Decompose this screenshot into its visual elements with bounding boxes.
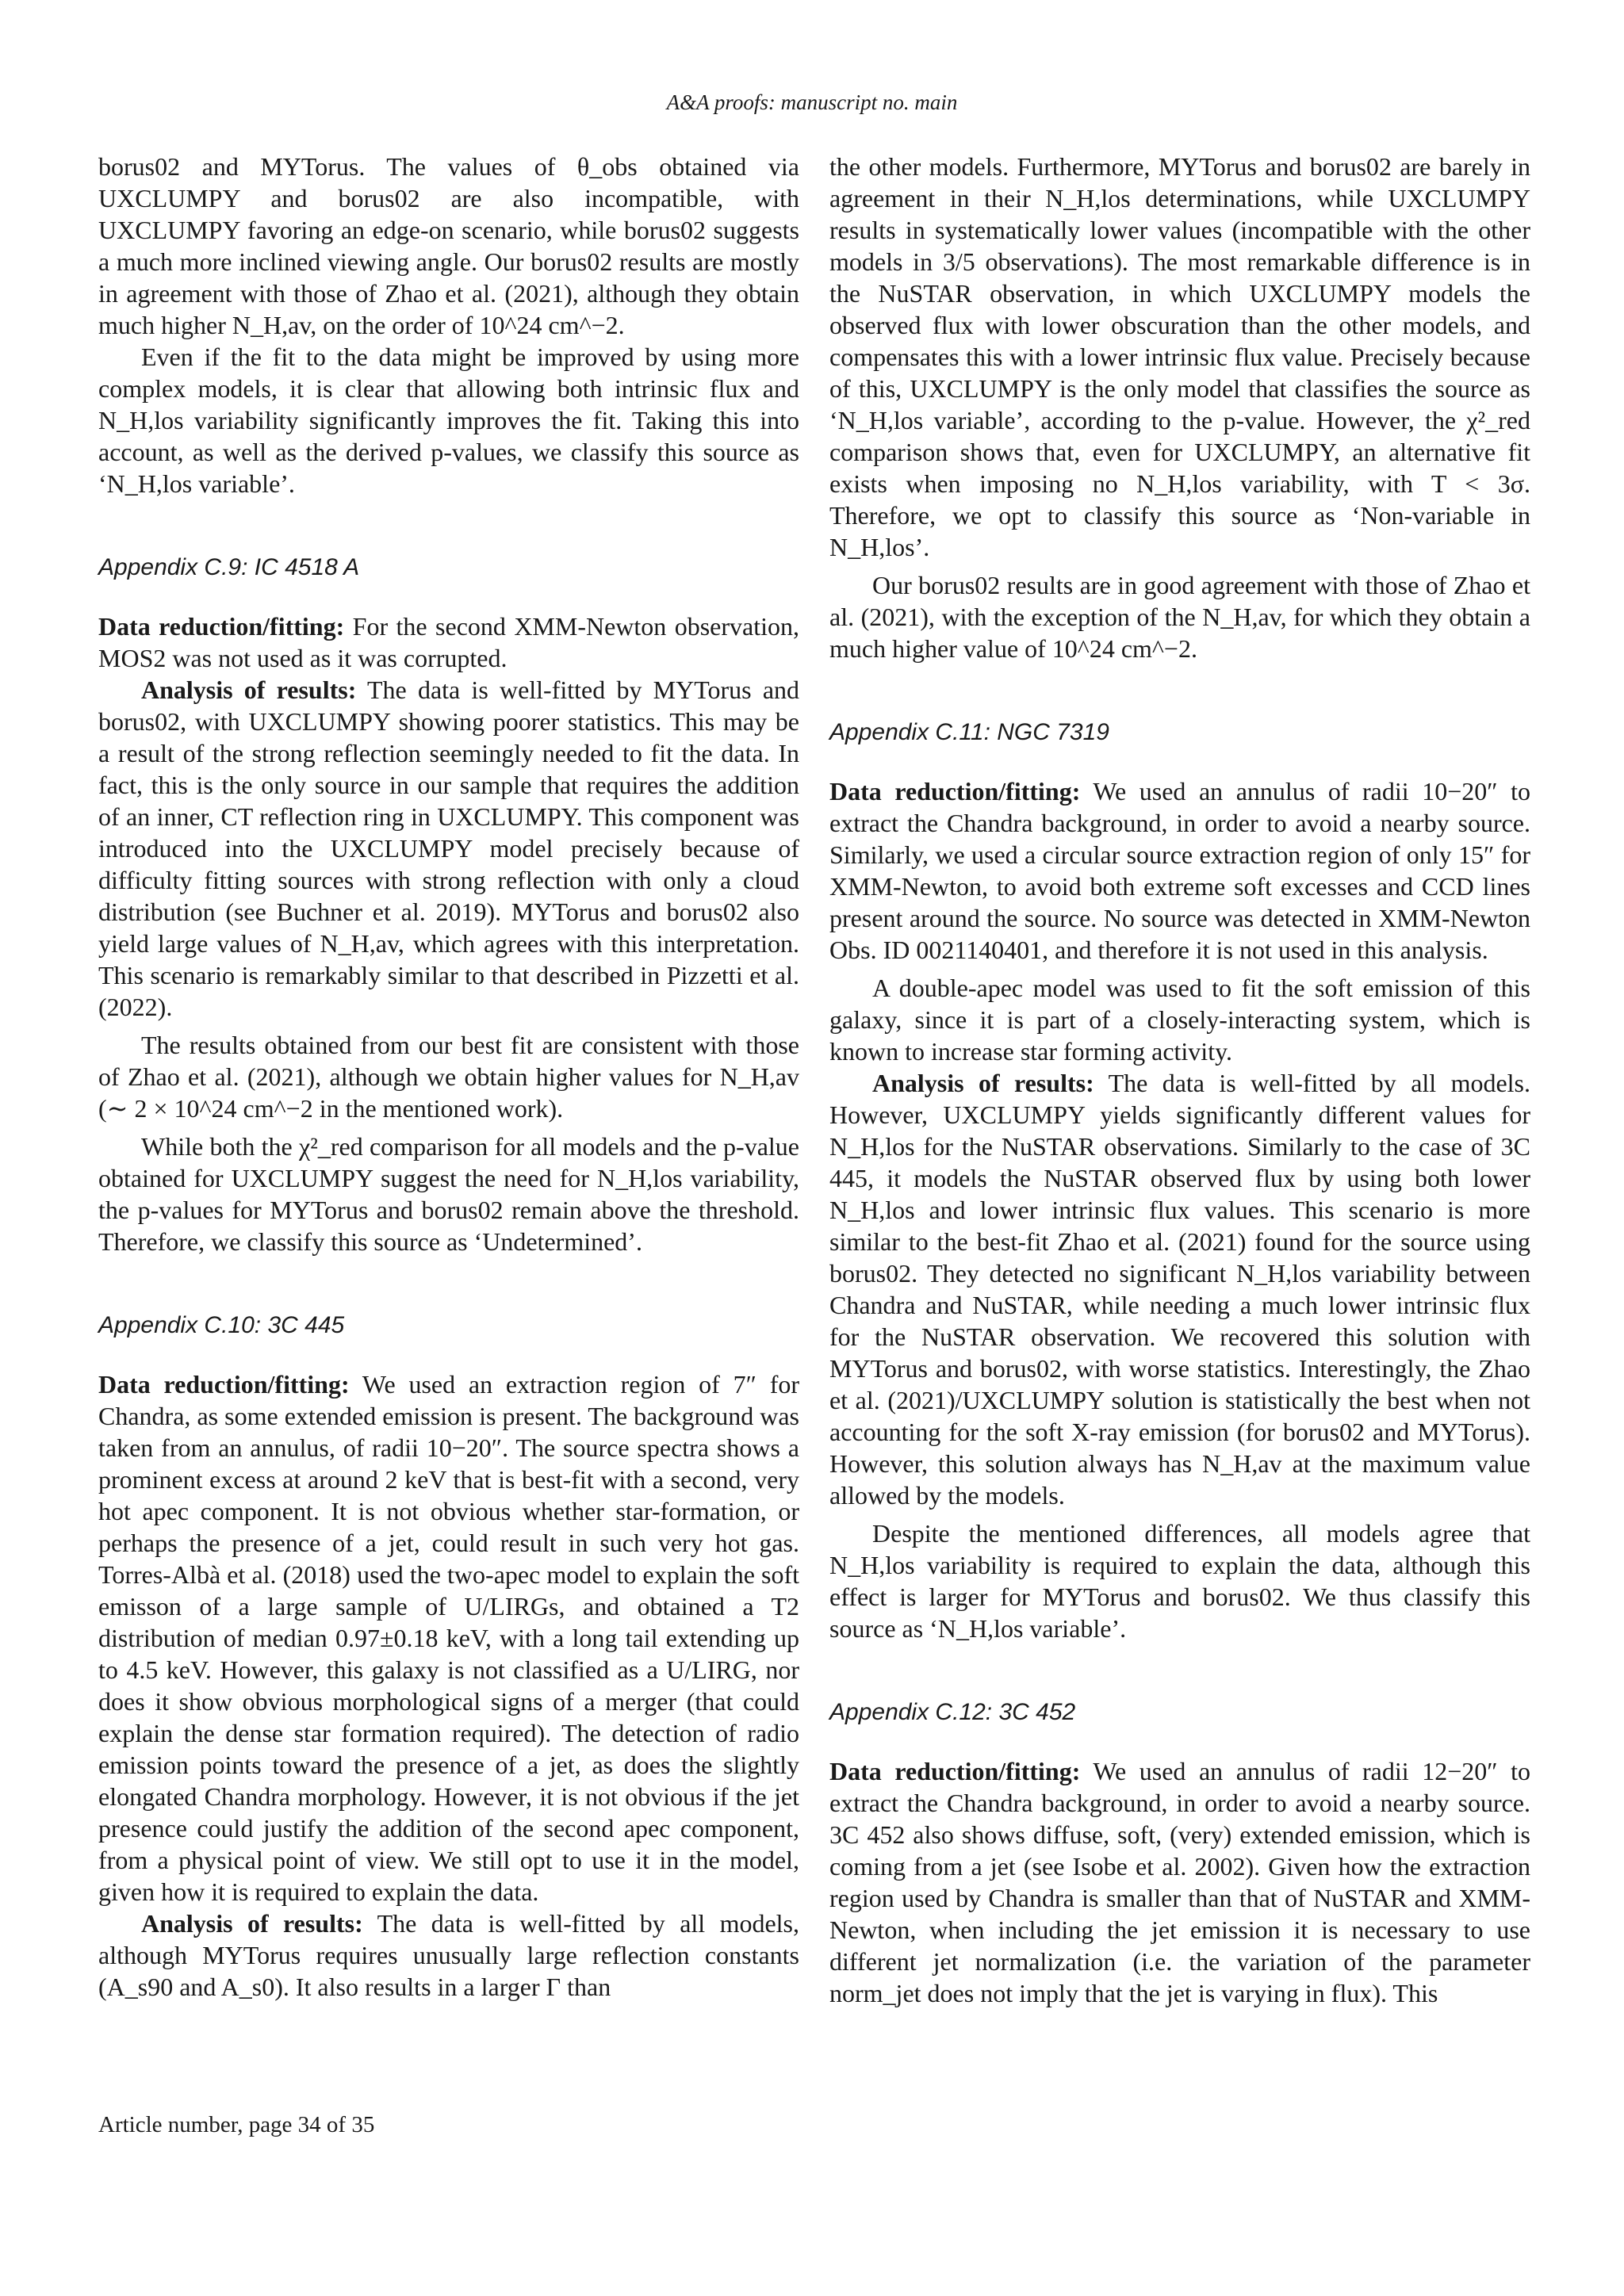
paragraph-lead: Data reduction/fitting: [98, 1370, 350, 1399]
paragraph: Even if the fit to the data might be improved by using more complex models, it is clear that allowing both intrinsic flux and N_H,los variability significantly improves the fit. Taking this into account, as well as the derived p-values, we classify this source as ‘N_H,los variable’. [98, 342, 799, 498]
paragraph-analysis [98, 1908, 799, 2003]
paragraph-lead: Data reduction/fitting: [98, 612, 345, 641]
paragraph-body: We used an annulus of radii 10−20″ to extract the Chandra background, in order to avoid a nearby source. Similarly, we used a circular source extraction region of only 15″ for XMM-Newton, to avoid both extreme soft excesses and CCD lines present around the source. No source was detected in XMM-Newton Obs. ID 0021140401, and therefore it is not used in this analysis. [829, 777, 1531, 964]
paragraph-body: The data is well-fitted by all models. However, UXCLUMPY yields significantly different values for N_H,los for the NuSTAR observations. Similarly to the case of 3C 445, it models the NuSTAR observed flux by using both lower N_H,los and lower intrinsic flux values. This scenario is more similar to the best-fit Zhao et al. (2021) found for the source using borus02. They detected no significant N_H,los variability between Chandra and NuSTAR, while needing a much lower intrinsic flux for the NuSTAR observation. We recovered this solution with MYTorus and borus02, with worse statistics. Interestingly, the Zhao et al. (2021)/UXCLUMPY solution is statistically the best when not accounting for the soft X-ray emission (for borus02 and MYTorus). However, this solution always has N_H,av at the maximum value allowed by the models. [829, 1069, 1531, 1510]
section-title-c10: Appendix C.10: 3C 445 [98, 1312, 345, 1338]
running-header: A&A proofs: manuscript no. main [666, 90, 958, 114]
paragraph: borus02 and MYTorus. The values of θ_obs obtained via UXCLUMPY and borus02 are also incompatible, with UXCLUMPY favoring an edge-on scenario, while borus02 suggests a much more inclined viewing angle. Our borus02 results are mostly in agreement with those of Zhao et al. (2021), although they obtain much higher N_H,av, on the order of 10^24 cm^−2. [98, 152, 799, 339]
paragraph-data-reduction [829, 775, 1530, 966]
paragraph-data-reduction [98, 610, 799, 674]
paragraph: A double-apec model was used to fit the soft emission of this galaxy, since it is part of a closely-interacting system, which is known to increase star forming activity. [829, 974, 1530, 1066]
paragraph-analysis [98, 674, 799, 1023]
paragraph: the other models. Furthermore, MYTorus and borus02 are barely in agreement in their N_H,los determinations, while UXCLUMPY results in systematically lower values (incompatible with the other models in 3/5 observations). The most remarkable difference is in the NuSTAR observation, in which UXCLUMPY models the observed flux with lower obscuration than the other models, and compensates this with a lower intrinsic flux value. Precisely because of this, UXCLUMPY is the only model that classifies the source as ‘N_H,los variable’, according to the p-value. However, the χ²_red comparison shows that, even for UXCLUMPY, an alternative fit exists when imposing no N_H,los variability, with T < 3σ. Therefore, we opt to classify this source as ‘Non-variable in N_H,los’. [829, 152, 1530, 561]
paragraph: The results obtained from our best fit are consistent with those of Zhao et al. (2021), although we obtain higher values for N_H,av (∼ 2 × 10^24 cm^−2 in the mentioned work). [98, 1031, 799, 1123]
section-title-c12: Appendix C.12: 3C 452 [829, 1699, 1076, 1725]
paragraph-analysis [829, 1067, 1530, 1511]
paragraph-data-reduction [829, 1755, 1530, 2009]
paragraph: While both the χ²_red comparison for all models and the p-value obtained for UXCLUMPY suggest the need for N_H,los variability, the p-values for MYTorus and borus02 remain above the threshold. Therefore, we classify this source as ‘Undetermined’. [98, 1132, 799, 1256]
left-column [98, 151, 799, 2003]
paragraph-body: The data is well-fitted by all models, although MYTorus requires unusually large reflection constants (A_s90 and A_s0). It also results in a larger Γ than [98, 1909, 800, 2001]
paragraph-body: We used an extraction region of 7″ for Chandra, as some extended emission is present. The background was taken from an annulus, of radii 10−20″. The source spectra shows a prominent excess at around 2 keV that is best-fit with a second, very hot apec component. It is not obvious whether star-formation, or perhaps the presence of a jet, could result in such very hot gas. Torres-Albà et al. (2018) used the two-apec model to explain the soft emisson of a large sample of U/LIRGs, and obtained a T2 distribution of median 0.97±0.18 keV, with a long tail extending up to 4.5 keV. However, this galaxy is not classified as a U/LIRG, nor does it show obvious morphological signs of a merger (that could explain the dense star formation required). The detection of radio emission points toward the presence of a jet, as does the slightly elongated Chandra morphology. However, it is not obvious if the jet presence could justify the addition of the second apec component, from a physical point of view. We still opt to use it in the model, given how it is required to explain the data. [98, 1370, 800, 1906]
paragraph-lead: Data reduction/fitting: [829, 777, 1081, 806]
section-title-c9: Appendix C.9: IC 4518 A [98, 554, 360, 580]
paragraph-lead: Analysis of results: [141, 675, 357, 704]
paragraph-lead: Analysis of results: [141, 1909, 363, 1938]
right-column [829, 151, 1530, 2009]
paragraph-lead: Data reduction/fitting: [829, 1757, 1081, 1785]
paragraph-data-reduction [98, 1368, 799, 1908]
paragraph: Despite the mentioned differences, all models agree that N_H,los variability is required to explain the data, although this effect is larger for MYTorus and borus02. We thus classify this source as ‘N_H,los variable’. [829, 1519, 1530, 1643]
paragraph-body: For the second XMM-Newton observation, MOS2 was not used as it was corrupted. [98, 612, 800, 672]
paragraph: Our borus02 results are in good agreement with those of Zhao et al. (2021), with the exception of the N_H,av, for which they obtain a much higher value of 10^24 cm^−2. [829, 571, 1530, 663]
paragraph-body: The data is well-fitted by MYTorus and borus02, with UXCLUMPY showing poorer statistics. This may be a result of the strong reflection seemingly needed to fit the data. In fact, this is the only source in our sample that requires the addition of an inner, CT reflection ring in UXCLUMPY. This component was introduced into the UXCLUMPY model precisely because of difficulty fitting sources with strong reflection with only a cloud distribution (see Buchner et al. 2019). MYTorus and borus02 also yield large values of N_H,av, which agrees with this interpretation. This scenario is remarkably similar to that described in Pizzetti et al. (2022). [98, 675, 800, 1021]
page-footer: Article number, page 34 of 35 [98, 2112, 375, 2137]
paragraph-body: We used an annulus of radii 12−20″ to extract the Chandra background, in order to avoid a nearby source. 3C 452 also shows diffuse, soft, (very) extended emission, which is coming from a jet (see Isobe et al. 2002). Given how the extraction region used by Chandra is smaller than that of NuSTAR and XMM-Newton, when including the jet emission it is necessary to use different jet normalization (i.e. the variation of the parameter norm_jet does not imply that the jet is varying in flux). This [829, 1757, 1531, 2007]
section-title-c11: Appendix C.11: NGC 7319 [829, 719, 1109, 745]
paragraph-lead: Analysis of results: [872, 1069, 1094, 1097]
